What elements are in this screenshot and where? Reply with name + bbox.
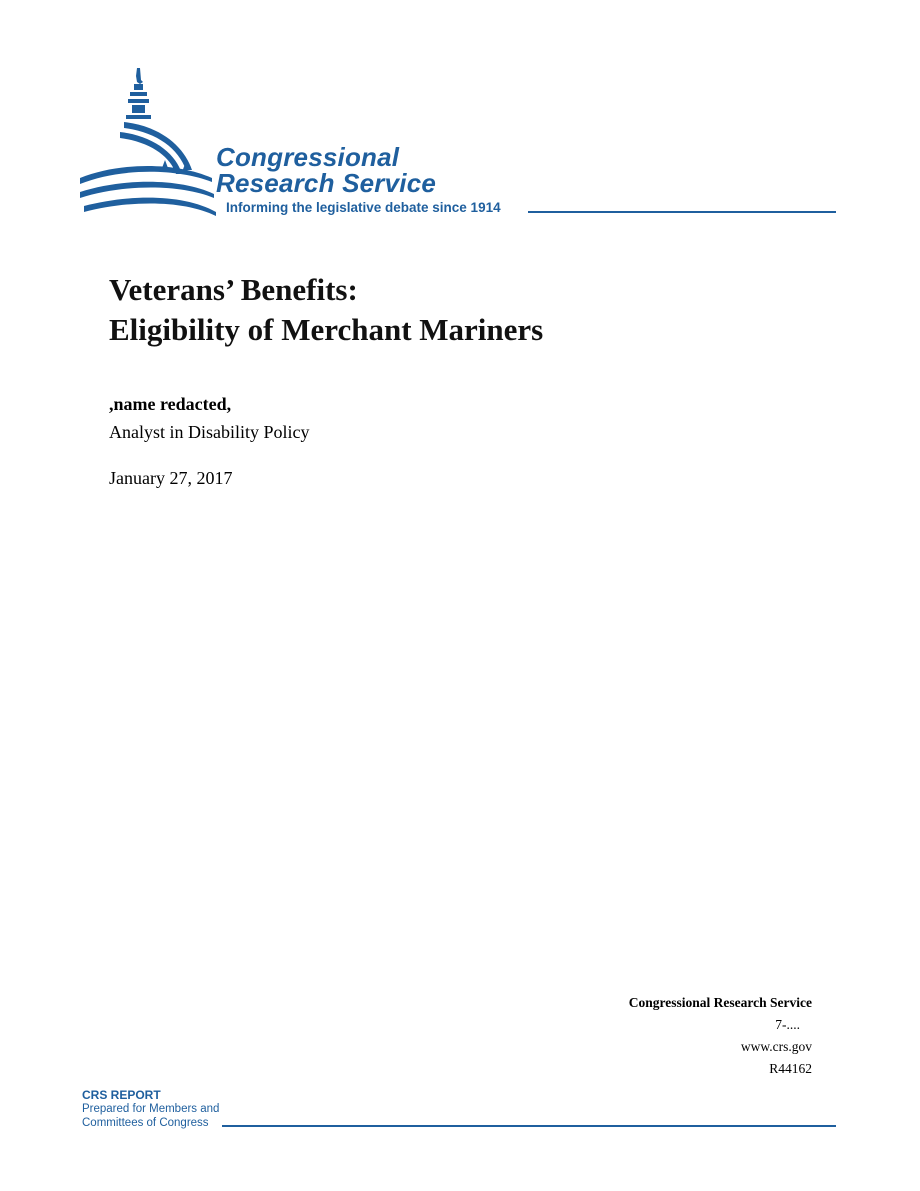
author-name: ,name redacted,	[109, 394, 232, 414]
publisher-website: www.crs.gov	[740, 1039, 812, 1054]
publisher-phone: 7-....	[775, 1017, 800, 1032]
report-title	[109, 270, 543, 350]
report-title-line2: Eligibility of Merchant Mariners	[109, 312, 544, 347]
footer-label	[82, 1088, 219, 1130]
report-title-line1: Veterans’ Benefits:	[109, 272, 358, 307]
logo-tagline: Informing the legislative debate since 1914	[226, 200, 501, 215]
logo-wordmark	[216, 144, 436, 196]
report-number: R44162	[769, 1061, 812, 1076]
logo-name-line1: Congressional	[216, 142, 400, 172]
footer-crs-report: CRS REPORT	[82, 1088, 161, 1102]
footer-line1: Prepared for Members and	[82, 1103, 220, 1115]
footer-divider	[222, 1125, 836, 1127]
publisher-org: Congressional Research Service	[628, 995, 812, 1010]
logo-name-line2: Research Service	[216, 168, 437, 198]
crs-logo	[80, 66, 840, 222]
footer-line2: Committees of Congress	[82, 1117, 209, 1129]
capitol-dome-icon	[80, 66, 220, 216]
publisher-info	[629, 992, 812, 1080]
logo-divider	[528, 211, 836, 213]
author-role: Analyst in Disability Policy	[109, 422, 310, 442]
report-date: January 27, 2017	[109, 468, 233, 488]
